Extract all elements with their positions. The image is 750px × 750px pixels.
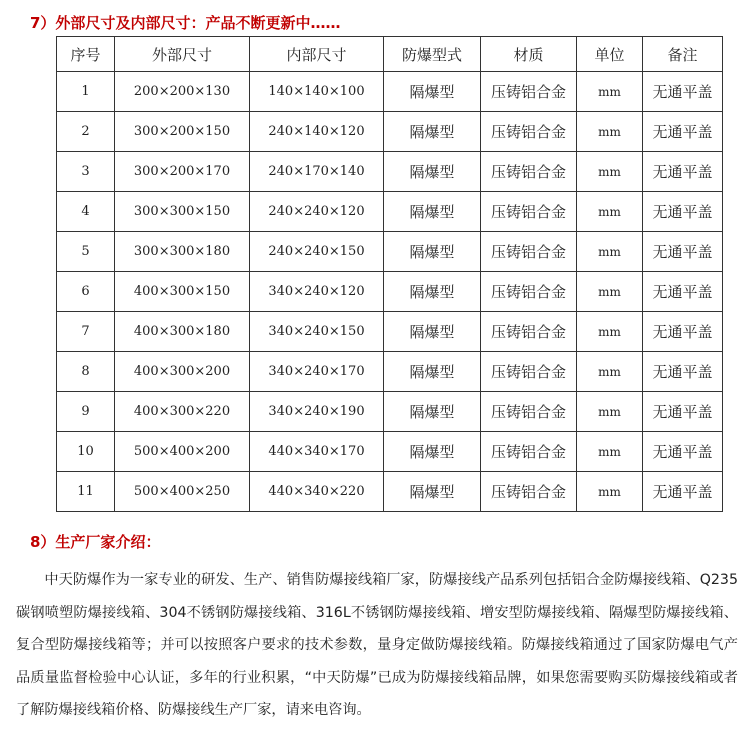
header-material: 材质 — [481, 37, 577, 72]
section-7-heading: 7）外部尺寸及内部尺寸：产品不断更新中…… — [30, 14, 341, 32]
cell-explosion-type: 隔爆型 — [384, 472, 481, 512]
cell-unit: mm — [577, 352, 643, 392]
table-row — [57, 472, 723, 512]
cell-unit: mm — [577, 432, 643, 472]
cell-explosion-type: 隔爆型 — [384, 352, 481, 392]
cell-outer-size: 400×300×150 — [115, 272, 250, 312]
table-header-row — [57, 37, 723, 72]
cell-material: 压铸铝合金 — [481, 192, 577, 232]
cell-material: 压铸铝合金 — [481, 392, 577, 432]
cell-outer-size: 300×300×150 — [115, 192, 250, 232]
cell-material: 压铸铝合金 — [481, 432, 577, 472]
cell-index: 8 — [57, 352, 115, 392]
cell-inner-size: 140×140×100 — [250, 72, 384, 112]
cell-index: 7 — [57, 312, 115, 352]
cell-remark: 无通平盖 — [643, 72, 723, 112]
cell-unit: mm — [577, 312, 643, 352]
cell-index: 11 — [57, 472, 115, 512]
cell-unit: mm — [577, 392, 643, 432]
cell-index: 10 — [57, 432, 115, 472]
table-row — [57, 72, 723, 112]
cell-remark: 无通平盖 — [643, 192, 723, 232]
cell-outer-size: 500×400×250 — [115, 472, 250, 512]
cell-inner-size: 240×240×150 — [250, 232, 384, 272]
cell-inner-size: 440×340×220 — [250, 472, 384, 512]
cell-inner-size: 340×240×170 — [250, 352, 384, 392]
cell-outer-size: 400×300×200 — [115, 352, 250, 392]
table-body — [57, 72, 723, 512]
cell-explosion-type: 隔爆型 — [384, 432, 481, 472]
cell-explosion-type: 隔爆型 — [384, 72, 481, 112]
cell-explosion-type: 隔爆型 — [384, 192, 481, 232]
header-inner-size: 内部尺寸 — [250, 37, 384, 72]
dimension-table — [56, 36, 723, 512]
cell-outer-size: 200×200×130 — [115, 72, 250, 112]
cell-unit: mm — [577, 152, 643, 192]
cell-outer-size: 400×300×180 — [115, 312, 250, 352]
table-row — [57, 352, 723, 392]
section-8-heading: 8）生产厂家介绍： — [30, 533, 161, 551]
table-row — [57, 272, 723, 312]
cell-index: 9 — [57, 392, 115, 432]
cell-index: 5 — [57, 232, 115, 272]
cell-remark: 无通平盖 — [643, 472, 723, 512]
cell-explosion-type: 隔爆型 — [384, 112, 481, 152]
header-unit: 单位 — [577, 37, 643, 72]
table-row — [57, 432, 723, 472]
cell-material: 压铸铝合金 — [481, 232, 577, 272]
cell-outer-size: 400×300×220 — [115, 392, 250, 432]
cell-explosion-type: 隔爆型 — [384, 272, 481, 312]
table-row — [57, 192, 723, 232]
cell-outer-size: 300×200×170 — [115, 152, 250, 192]
cell-unit: mm — [577, 272, 643, 312]
cell-index: 3 — [57, 152, 115, 192]
cell-material: 压铸铝合金 — [481, 472, 577, 512]
cell-explosion-type: 隔爆型 — [384, 232, 481, 272]
header-index: 序号 — [57, 37, 115, 72]
header-explosion-type: 防爆型式 — [384, 37, 481, 72]
cell-material: 压铸铝合金 — [481, 352, 577, 392]
cell-index: 1 — [57, 72, 115, 112]
table-row — [57, 152, 723, 192]
cell-inner-size: 240×170×140 — [250, 152, 384, 192]
cell-unit: mm — [577, 72, 643, 112]
cell-material: 压铸铝合金 — [481, 312, 577, 352]
cell-unit: mm — [577, 472, 643, 512]
cell-unit: mm — [577, 112, 643, 152]
table-row — [57, 312, 723, 352]
cell-inner-size: 240×240×120 — [250, 192, 384, 232]
cell-material: 压铸铝合金 — [481, 72, 577, 112]
header-remark: 备注 — [643, 37, 723, 72]
table-row — [57, 392, 723, 432]
cell-inner-size: 240×140×120 — [250, 112, 384, 152]
cell-outer-size: 300×200×150 — [115, 112, 250, 152]
cell-remark: 无通平盖 — [643, 112, 723, 152]
cell-remark: 无通平盖 — [643, 392, 723, 432]
cell-inner-size: 340×240×190 — [250, 392, 384, 432]
cell-explosion-type: 隔爆型 — [384, 152, 481, 192]
header-outer-size: 外部尺寸 — [115, 37, 250, 72]
cell-index: 6 — [57, 272, 115, 312]
cell-index: 4 — [57, 192, 115, 232]
cell-remark: 无通平盖 — [643, 232, 723, 272]
table-row — [57, 232, 723, 272]
cell-explosion-type: 隔爆型 — [384, 312, 481, 352]
cell-material: 压铸铝合金 — [481, 112, 577, 152]
cell-material: 压铸铝合金 — [481, 152, 577, 192]
cell-inner-size: 340×240×150 — [250, 312, 384, 352]
cell-inner-size: 440×340×170 — [250, 432, 384, 472]
cell-remark: 无通平盖 — [643, 352, 723, 392]
cell-remark: 无通平盖 — [643, 152, 723, 192]
cell-unit: mm — [577, 232, 643, 272]
cell-unit: mm — [577, 192, 643, 232]
cell-outer-size: 300×300×180 — [115, 232, 250, 272]
cell-index: 2 — [57, 112, 115, 152]
manufacturer-intro-paragraph: 中天防爆作为一家专业的研发、生产、销售防爆接线箱厂家，防爆接线产品系列包括铝合金防爆接线箱、Q235碳钢喷塑防爆接线箱、304不锈钢防爆接线箱、316L不锈钢防爆接线箱、增安型防爆接线箱、隔爆型防爆接线箱、复合型防爆接线箱等；并可以按照客户要求的技术参数，量身定做防爆接线箱。防爆接线箱通过了国家防爆电气产品质量监督检验中心认证，多年的行业积累，“中天防爆”已成为防爆接线箱品牌，如果您需要购买防爆接线箱或者了解防爆接线箱价格、防爆接线生产厂家，请来电咨询。 — [16, 572, 738, 718]
cell-outer-size: 500×400×200 — [115, 432, 250, 472]
cell-inner-size: 340×240×120 — [250, 272, 384, 312]
cell-material: 压铸铝合金 — [481, 272, 577, 312]
cell-explosion-type: 隔爆型 — [384, 392, 481, 432]
cell-remark: 无通平盖 — [643, 432, 723, 472]
cell-remark: 无通平盖 — [643, 272, 723, 312]
table-row — [57, 112, 723, 152]
cell-remark: 无通平盖 — [643, 312, 723, 352]
